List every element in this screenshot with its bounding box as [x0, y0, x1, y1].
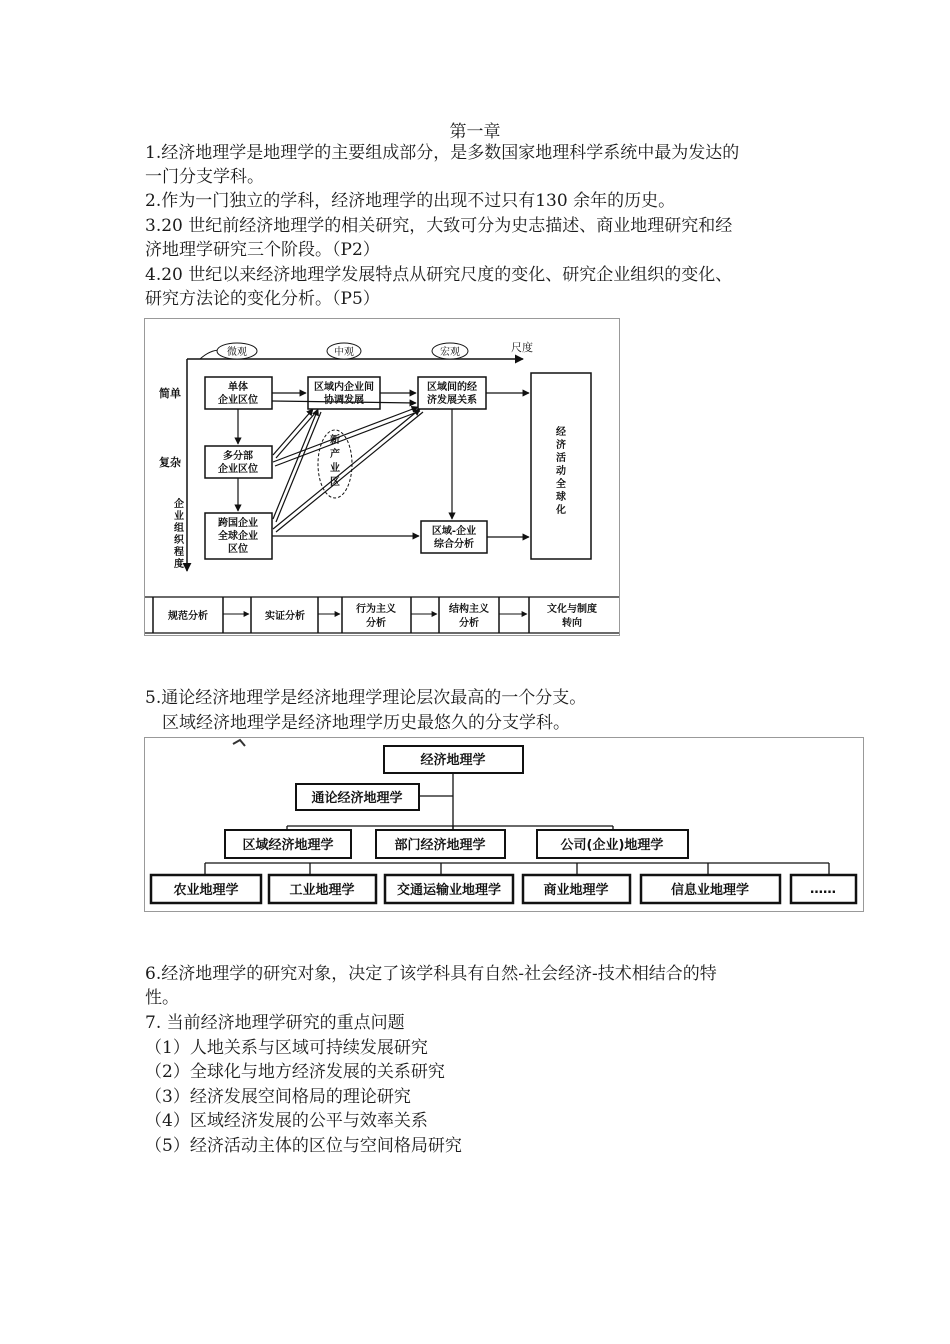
scale-label: 微观 [227, 347, 247, 358]
scale-axis-label: 尺度 [511, 341, 533, 354]
svg-text:业: 业 [174, 511, 184, 522]
svg-text:产: 产 [330, 449, 340, 460]
svg-text:动: 动 [556, 466, 566, 477]
paragraph-7: 7. 当前经济地理学研究的重点问题 [145, 1013, 405, 1033]
svg-text:协调发展: 协调发展 [324, 395, 364, 406]
list-item: （2）全球化与地方经济发展的关系研究 [145, 1062, 445, 1082]
org-degree-label [174, 497, 185, 570]
svg-text:化: 化 [556, 505, 566, 516]
node-industrial: 工业地理学 [289, 883, 355, 898]
box-multi: 多分部 [223, 451, 253, 462]
discipline-structure-diagram [144, 737, 864, 912]
svg-text:全球企业: 全球企业 [218, 531, 258, 542]
svg-text:济: 济 [556, 440, 566, 451]
scale-label: 中观 [334, 347, 354, 358]
node-sectoral: 部门经济地理学 [394, 838, 486, 853]
node-agricultural: 农业地理学 [173, 883, 239, 898]
method-empirical: 实证分析 [265, 611, 305, 622]
svg-text:企业区位: 企业区位 [218, 464, 258, 475]
svg-text:济发展关系: 济发展关系 [427, 395, 477, 406]
paragraph-5a: 5.通论经济地理学是经济地理学理论层次最高的一个分支。 [145, 688, 587, 708]
svg-text:企业区位: 企业区位 [218, 395, 258, 406]
svg-text:区位: 区位 [228, 544, 248, 555]
complexity-label: 简单 [159, 387, 181, 400]
node-information: 信息业地理学 [670, 883, 750, 898]
svg-text:球: 球 [556, 492, 566, 503]
paragraph-3b: 济地理学研究三个阶段。（P2） [145, 240, 380, 260]
svg-text:经: 经 [556, 427, 566, 438]
box-intra: 区域内企业间 [314, 382, 374, 393]
svg-text:分析: 分析 [366, 618, 386, 629]
node-commerce: 商业地理学 [543, 883, 609, 898]
svg-text:全: 全 [556, 479, 566, 490]
svg-text:分析: 分析 [459, 618, 479, 629]
svg-text:综合分析: 综合分析 [434, 539, 474, 550]
node-etc: …… [810, 882, 836, 897]
method-institutional: 文化与制度 [547, 604, 597, 615]
paragraph-4b: 研究方法论的变化分析。（P5） [145, 289, 380, 309]
development-diagram [144, 318, 620, 636]
node-regional: 区域经济地理学 [242, 838, 334, 853]
scale-label: 宏观 [440, 347, 460, 358]
paragraph-4a: 4.20 世纪以来经济地理学发展特点从研究尺度的变化、研究企业组织的变化、 [145, 265, 733, 285]
method-structural: 结构主义 [449, 604, 489, 615]
node-corporate: 公司(企业)地理学 [560, 838, 664, 853]
list-item: （4）区域经济发展的公平与效率关系 [145, 1111, 428, 1131]
svg-text:新: 新 [330, 435, 340, 446]
box-single: 单体 [228, 382, 248, 393]
paragraph-2: 2.作为一门独立的学科，经济地理学的出现不过只有130 余年的历史。 [145, 191, 676, 211]
box-inter: 区域间的经 [427, 382, 477, 393]
list-item: （3）经济发展空间格局的理论研究 [145, 1087, 411, 1107]
node-general: 通论经济地理学 [311, 791, 403, 806]
box-transnational: 跨国企业 [218, 518, 258, 529]
svg-text:度: 度 [174, 559, 184, 570]
svg-text:活: 活 [556, 453, 566, 464]
method-behavioral: 行为主义 [356, 604, 396, 615]
node-transport: 交通运输业地理学 [396, 883, 502, 898]
svg-text:区: 区 [330, 477, 340, 488]
svg-text:组: 组 [174, 523, 184, 534]
svg-text:织: 织 [174, 535, 184, 546]
box-region-enterprise: 区域-企业 [431, 526, 477, 537]
method-normative: 规范分析 [168, 611, 208, 622]
complexity-label: 复杂 [159, 456, 181, 469]
paragraph-6a: 6.经济地理学的研究对象，决定了该学科具有自然-社会经济-技术相结合的特 [145, 964, 717, 984]
paragraph-1a: 1.经济地理学是地理学的主要组成部分，是多数国家地理科学系统中最为发达的 [145, 143, 740, 163]
node-economic-geography: 经济地理学 [420, 753, 486, 768]
chapter-title: 第一章 [449, 122, 501, 142]
svg-text:企: 企 [174, 499, 184, 510]
list-item: （5）经济活动主体的区位与空间格局研究 [145, 1136, 462, 1156]
svg-text:转向: 转向 [562, 618, 582, 629]
paragraph-6b: 性。 [145, 988, 179, 1008]
svg-text:程: 程 [174, 547, 184, 558]
paragraph-1b: 一门分支学科。 [145, 167, 264, 187]
list-item: （1）人地关系与区域可持续发展研究 [145, 1038, 428, 1058]
paragraph-5b: 区域经济地理学是经济地理学历史最悠久的分支学科。 [162, 713, 570, 733]
paragraph-3a: 3.20 世纪前经济地理学的相关研究，大致可分为史志描述、商业地理研究和经 [145, 216, 733, 236]
svg-text:业: 业 [330, 463, 340, 474]
